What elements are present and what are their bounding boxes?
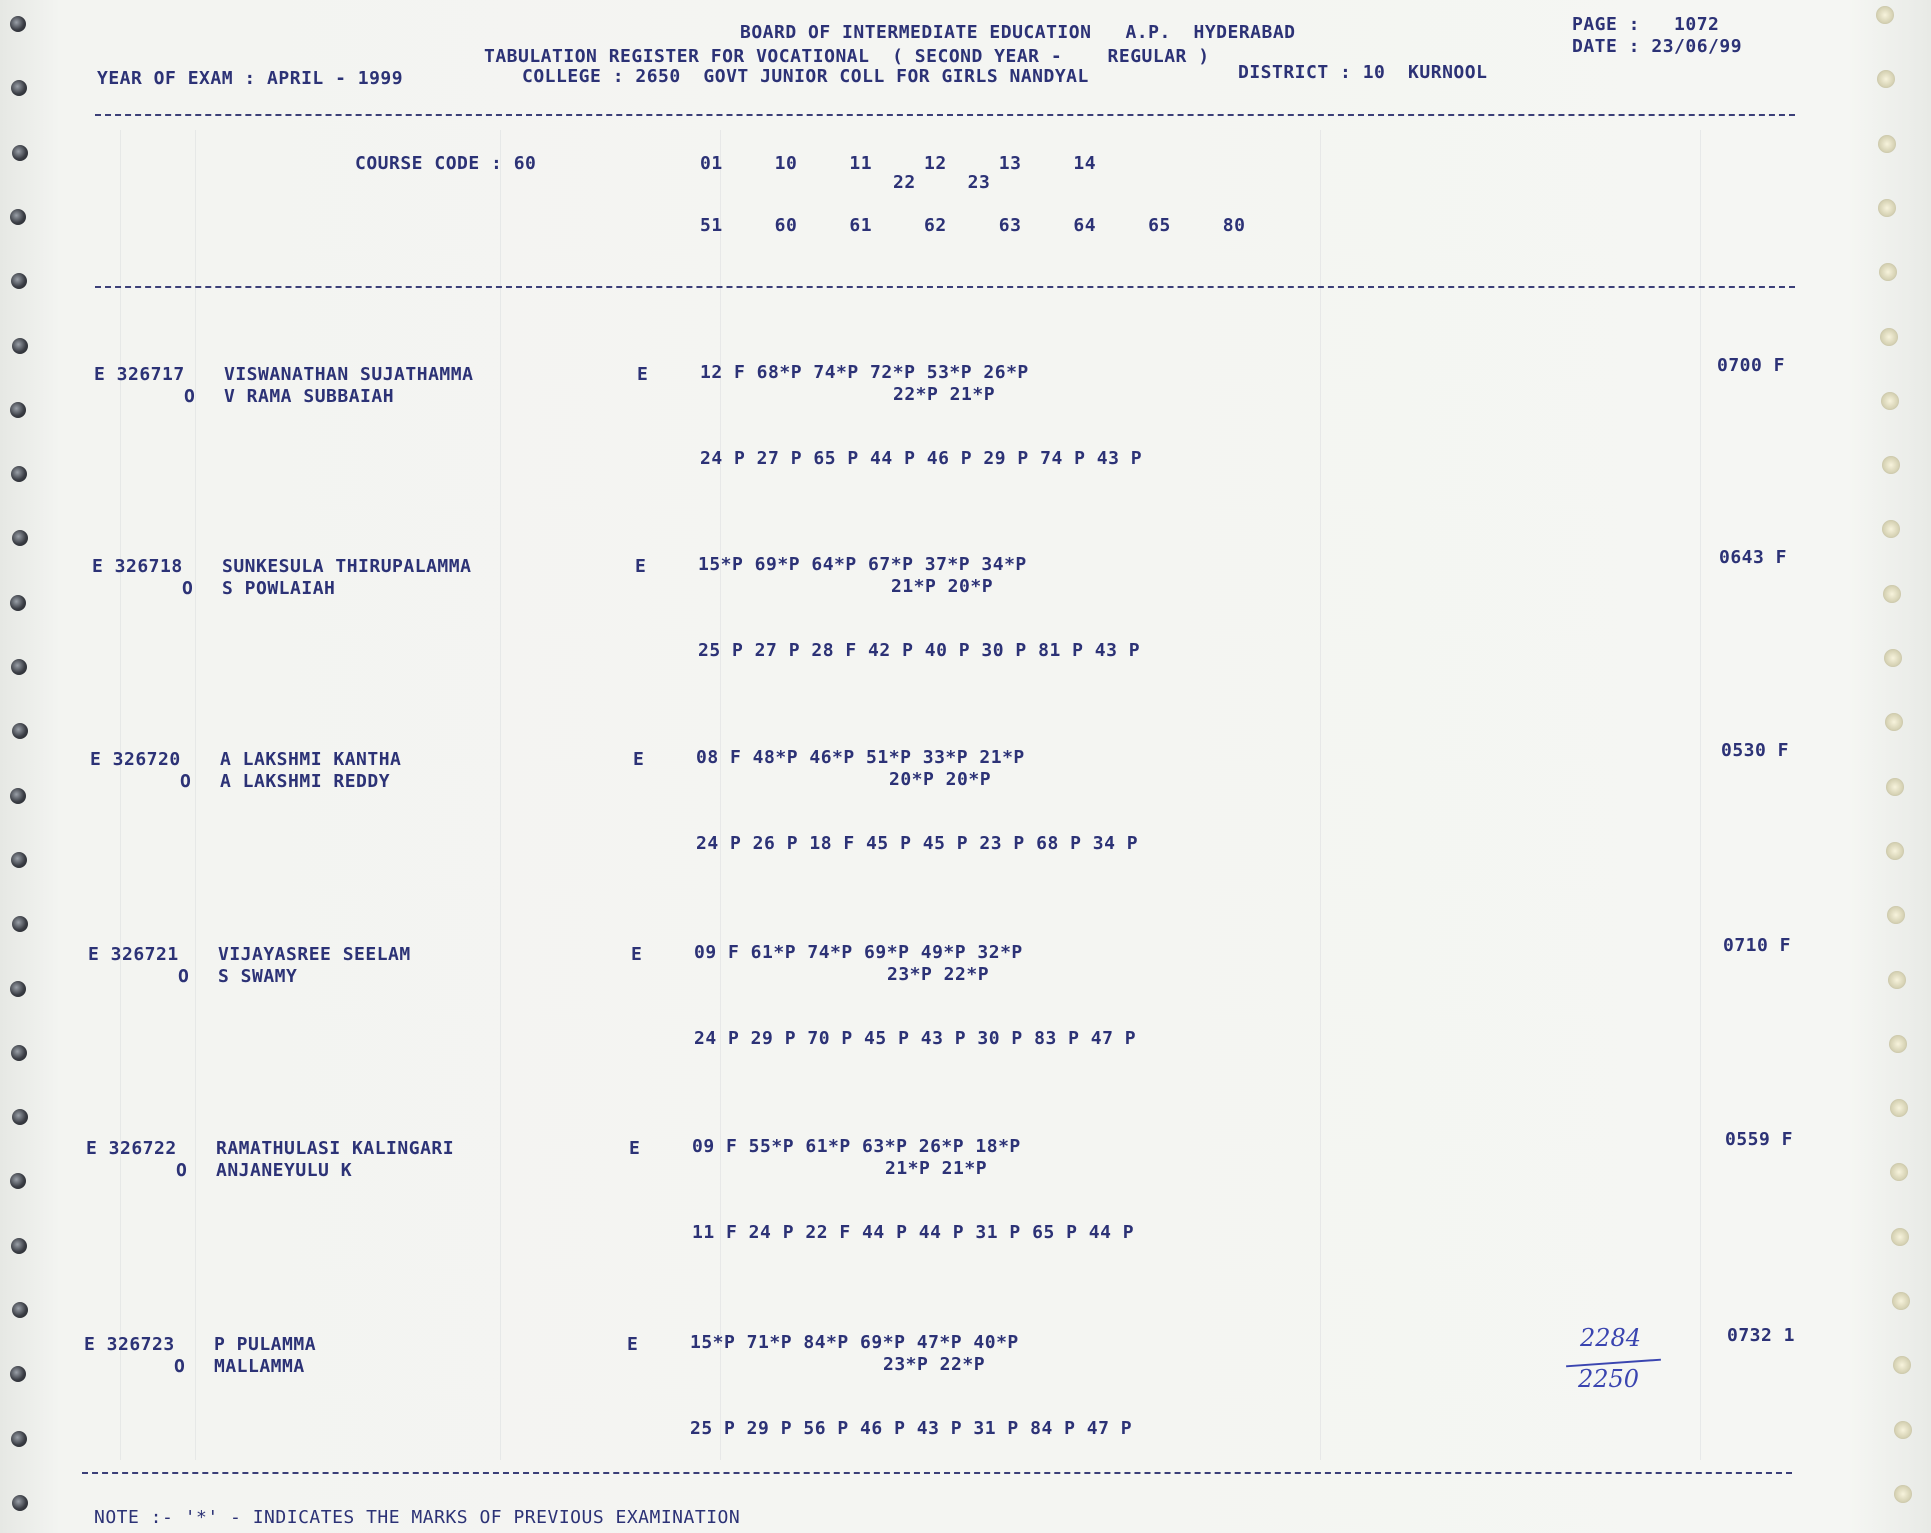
feed-hole bbox=[1890, 1099, 1908, 1117]
feed-hole bbox=[12, 338, 28, 354]
faint-column-rule bbox=[195, 130, 196, 1460]
student-name: A LAKSHMI KANTHA bbox=[220, 749, 402, 770]
faint-column-rule bbox=[120, 130, 121, 1460]
feed-hole bbox=[10, 16, 26, 32]
grand-total: 0732 1 bbox=[1727, 1325, 1796, 1346]
student-name: RAMATHULASI KALINGARI bbox=[216, 1138, 455, 1159]
feed-hole bbox=[1888, 971, 1906, 989]
medium: E bbox=[631, 944, 643, 965]
feed-hole bbox=[10, 402, 26, 418]
page-number: PAGE : 1072 bbox=[1572, 14, 1720, 35]
subject-codes-row2: 51 60 61 62 63 64 65 80 bbox=[700, 215, 1246, 236]
board-title: BOARD OF INTERMEDIATE EDUCATION A.P. HYDERABAD bbox=[740, 22, 1296, 43]
handwritten-total-top: 2284 bbox=[1580, 1324, 1642, 1352]
handwritten-total-bottom: 2250 bbox=[1578, 1365, 1640, 1393]
student-id: E 326721 bbox=[88, 944, 179, 965]
marks-row1: 15*P 69*P 64*P 67*P 37*P 34*P bbox=[698, 554, 1027, 575]
student-name: P PULAMMA bbox=[214, 1334, 317, 1355]
marks-row1: 08 F 48*P 46*P 51*P 33*P 21*P bbox=[696, 747, 1025, 768]
parent-name: S POWLAIAH bbox=[222, 578, 336, 599]
parent-name: V RAMA SUBBAIAH bbox=[224, 386, 395, 407]
feed-hole bbox=[12, 1495, 28, 1511]
year-of-exam: YEAR OF EXAM : APRIL - 1999 bbox=[97, 68, 404, 89]
parent-name: A LAKSHMI REDDY bbox=[220, 771, 391, 792]
feed-hole bbox=[1889, 1035, 1907, 1053]
district-info: DISTRICT : 10 KURNOOL bbox=[1238, 62, 1488, 83]
parent-code: O bbox=[178, 966, 190, 987]
grand-total: 0643 F bbox=[1719, 547, 1788, 568]
marks-row1b: 22*P 21*P bbox=[893, 384, 996, 405]
parent-code: O bbox=[174, 1356, 186, 1377]
feed-hole bbox=[10, 595, 26, 611]
feed-hole bbox=[1876, 6, 1894, 24]
faint-column-rule bbox=[1320, 130, 1321, 1460]
parent-name: S SWAMY bbox=[218, 966, 298, 987]
feed-hole bbox=[11, 1431, 27, 1447]
feed-hole bbox=[1878, 135, 1896, 153]
feed-hole bbox=[11, 466, 27, 482]
marks-row2: 24 P 29 P 70 P 45 P 43 P 30 P 83 P 47 P bbox=[694, 1028, 1137, 1049]
parent-code: O bbox=[176, 1160, 188, 1181]
course-code: COURSE CODE : 60 bbox=[355, 153, 537, 174]
student-id: E 326720 bbox=[90, 749, 181, 770]
medium: E bbox=[635, 556, 647, 577]
dashed-divider bbox=[95, 286, 1795, 288]
student-id: E 326718 bbox=[92, 556, 183, 577]
marks-row1: 12 F 68*P 74*P 72*P 53*P 26*P bbox=[700, 362, 1029, 383]
footnote: NOTE :- '*' - INDICATES THE MARKS OF PREVIOUS EXAMINATION bbox=[94, 1507, 741, 1528]
marks-row1: 09 F 61*P 74*P 69*P 49*P 32*P bbox=[694, 942, 1023, 963]
feed-hole bbox=[1877, 70, 1895, 88]
dashed-divider bbox=[82, 1472, 1792, 1474]
marks-row1b: 23*P 22*P bbox=[887, 964, 990, 985]
feed-hole bbox=[11, 659, 27, 675]
feed-hole bbox=[1894, 1421, 1912, 1439]
feed-hole bbox=[12, 1302, 28, 1318]
grand-total: 0700 F bbox=[1717, 355, 1786, 376]
feed-hole bbox=[1891, 1228, 1909, 1246]
feed-hole bbox=[11, 1238, 27, 1254]
marks-row2: 24 P 26 P 18 F 45 P 45 P 23 P 68 P 34 P bbox=[696, 833, 1139, 854]
student-id: E 326717 bbox=[94, 364, 185, 385]
grand-total: 0530 F bbox=[1721, 740, 1790, 761]
medium: E bbox=[633, 749, 645, 770]
marks-row1: 09 F 55*P 61*P 63*P 26*P 18*P bbox=[692, 1136, 1021, 1157]
faint-column-rule bbox=[720, 130, 721, 1460]
faint-column-rule bbox=[1700, 130, 1701, 1460]
feed-hole bbox=[10, 788, 26, 804]
parent-name: MALLAMMA bbox=[214, 1356, 305, 1377]
feed-hole bbox=[1881, 392, 1899, 410]
student-name: VISWANATHAN SUJATHAMMA bbox=[224, 364, 474, 385]
feed-hole bbox=[10, 981, 26, 997]
feed-hole bbox=[11, 852, 27, 868]
grand-total: 0710 F bbox=[1723, 935, 1792, 956]
medium: E bbox=[629, 1138, 641, 1159]
feed-hole bbox=[1886, 778, 1904, 796]
student-id: E 326722 bbox=[86, 1138, 177, 1159]
marks-row1b: 20*P 20*P bbox=[889, 769, 992, 790]
parent-code: O bbox=[180, 771, 192, 792]
subject-codes-row1b: 22 23 bbox=[893, 172, 991, 193]
marks-row1b: 23*P 22*P bbox=[883, 1354, 986, 1375]
student-name: VIJAYASREE SEELAM bbox=[218, 944, 411, 965]
grand-total: 0559 F bbox=[1725, 1129, 1794, 1150]
medium: E bbox=[637, 364, 649, 385]
register-title: TABULATION REGISTER FOR VOCATIONAL ( SECOND YEAR - REGULAR ) bbox=[484, 46, 1210, 67]
subject-codes-row1: 01 10 11 12 13 14 bbox=[700, 153, 1097, 174]
marks-row1: 15*P 71*P 84*P 69*P 47*P 40*P bbox=[690, 1332, 1019, 1353]
marks-row1b: 21*P 20*P bbox=[891, 576, 994, 597]
parent-code: O bbox=[184, 386, 196, 407]
parent-name: ANJANEYULU K bbox=[216, 1160, 353, 1181]
feed-hole bbox=[1892, 1292, 1910, 1310]
medium: E bbox=[627, 1334, 639, 1355]
feed-hole bbox=[1884, 649, 1902, 667]
student-name: SUNKESULA THIRUPALAMMA bbox=[222, 556, 472, 577]
feed-hole bbox=[1885, 713, 1903, 731]
feed-hole bbox=[1882, 456, 1900, 474]
marks-row1b: 21*P 21*P bbox=[885, 1158, 988, 1179]
feed-hole bbox=[10, 209, 26, 225]
college-info: COLLEGE : 2650 GOVT JUNIOR COLL FOR GIRLS NANDYAL bbox=[522, 66, 1089, 87]
feed-hole bbox=[12, 1109, 28, 1125]
faint-column-rule bbox=[500, 130, 501, 1460]
student-id: E 326723 bbox=[84, 1334, 175, 1355]
feed-hole bbox=[11, 1045, 27, 1061]
marks-row2: 25 P 29 P 56 P 46 P 43 P 31 P 84 P 47 P bbox=[690, 1418, 1133, 1439]
parent-code: O bbox=[182, 578, 194, 599]
marks-row2: 25 P 27 P 28 F 42 P 40 P 30 P 81 P 43 P bbox=[698, 640, 1141, 661]
marks-row2: 11 F 24 P 22 F 44 P 44 P 31 P 65 P 44 P bbox=[692, 1222, 1135, 1243]
feed-hole bbox=[1883, 585, 1901, 603]
feed-hole bbox=[1880, 328, 1898, 346]
print-date: DATE : 23/06/99 bbox=[1572, 36, 1743, 57]
marks-row2: 24 P 27 P 65 P 44 P 46 P 29 P 74 P 43 P bbox=[700, 448, 1143, 469]
feed-hole bbox=[12, 145, 28, 161]
feed-hole bbox=[1893, 1356, 1911, 1374]
dashed-divider bbox=[95, 114, 1795, 116]
